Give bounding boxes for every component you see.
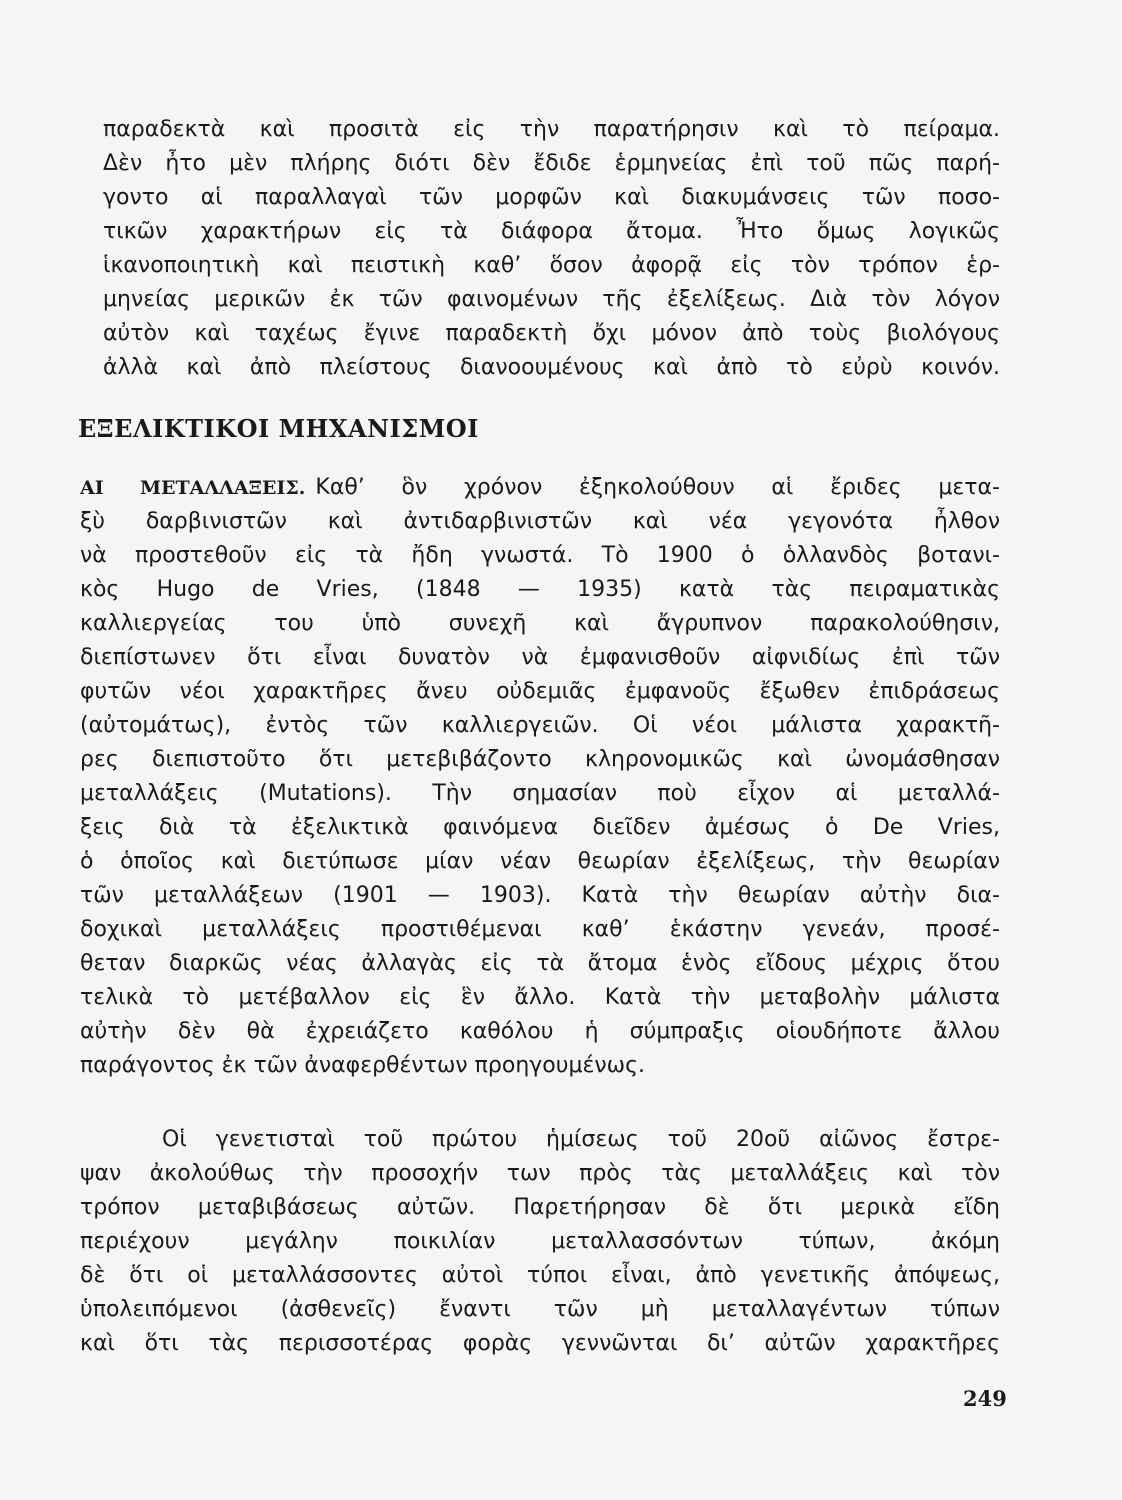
text-line: θεταν διαρκῶς νέας ἀλλαγὰς εἰς τὰ ἄτομα ἑνὸς εἴδους μέχρις ὅτου [80, 951, 1000, 976]
text-line: νὰ προστεθοῦν εἰς τὰ ἤδη γνωστά. Τὸ 1900 ὁ ὁλλανδὸς βοτανι- [80, 543, 1000, 568]
text-line: αὐτὴν δὲν θὰ ἐχρειάζετο καθόλου ἡ σύμπραξις οἱουδήποτε ἄλλου [80, 1019, 1000, 1044]
paragraph-3 [80, 1123, 1000, 1361]
text-line: ὑπολειπόμενοι (ἀσθενεῖς) ἔναντι τῶν μὴ μεταλλαγέντων τύπων [80, 1297, 1000, 1322]
text-line: γοντο αἱ παραλλαγαὶ τῶν μορφῶν καὶ διακυμάνσεις τῶν ποσο- [103, 185, 1000, 210]
text-line: καὶ ὅτι τὰς περισσοτέρας φορὰς γεννῶνται δι’ αὐτῶν χαρακτῆρες [80, 1331, 1000, 1356]
text-line: ψαν ἀκολούθως τὴν προσοχήν των πρὸς τὰς μεταλλάξεις καὶ τὸν [80, 1161, 1000, 1186]
text-line: κὸς Hugo de Vries, (1848 — 1935) κατὰ τὰς πειραματικὰς [80, 577, 1000, 602]
text-line: ξὺ δαρβινιστῶν καὶ ἀντιδαρβινιστῶν καὶ νέα γεγονότα ἦλθον [80, 509, 1000, 534]
text-line: ρες διεπιστοῦτο ὅτι μετεβιβάζοντο κληρονομικῶς καὶ ὠνομάσθησαν [80, 747, 1000, 772]
text-line: ξεις διὰ τὰ ἐξελικτικὰ φαινόμενα διεῖδεν ἀμέσως ὁ De Vries, [80, 815, 1000, 840]
text-line [80, 471, 1000, 505]
text-line: (αὐτομάτως), ἐντὸς τῶν καλλιεργειῶν. Οἱ νέοι μάλιστα χαρακτῆ- [80, 713, 1000, 738]
text-line: τῶν μεταλλάξεων (1901 — 1903). Κατὰ τὴν θεωρίαν αὐτὴν δια- [80, 883, 1000, 908]
text-line: τρόπον μεταβιβάσεως αὐτῶν. Παρετήρησαν δὲ ὅτι μερικὰ εἴδη [80, 1195, 1000, 1220]
text-line: Οἱ γενετισταὶ τοῦ πρώτου ἡμίσεως τοῦ 20οῦ αἰῶνος ἔστρε- [162, 1127, 1000, 1152]
text-line: ἱκανοποιητικὴ καὶ πειστικὴ καθ’ ὅσον ἀφορᾷ εἰς τὸν τρόπον ἑρ- [103, 253, 1000, 278]
text-line: αὐτὸν καὶ ταχέως ἔγινε παραδεκτὴ ὄχι μόνον ἀπὸ τοὺς βιολόγους [103, 321, 1000, 346]
line-text: Καθ’ ὃν χρόνον ἐξηκολούθουν αἱ ἔριδες μετα- [315, 475, 1000, 500]
text-line: Δὲν ἦτο μὲν πλήρης διότι δὲν ἔδιδε ἑρμηνείας ἐπὶ τοῦ πῶς παρή- [103, 151, 1000, 176]
text-line: ἀλλὰ καὶ ἀπὸ πλείστους διανοουμένους καὶ ἀπὸ τὸ εὐρὺ κοινόν. [103, 355, 1000, 380]
text-line: παράγοντος ἐκ τῶν ἀναφερθέντων προηγουμένως. [80, 1053, 645, 1078]
paragraph-2 [80, 471, 1000, 1083]
section-heading: ΕΞΕΛΙΚΤΙΚΟΙ ΜΗΧΑΝΙΣΜΟΙ [78, 414, 479, 443]
text-line: παραδεκτὰ καὶ προσιτὰ εἰς τὴν παρατήρησιν καὶ τὸ πείραμα. [103, 117, 1000, 142]
text-line: δὲ ὅτι οἱ μεταλλάσσοντες αὐτοὶ τύποι εἶναι, ἀπὸ γενετικῆς ἀπόψεως, [80, 1263, 1000, 1288]
text-line: διεπίστωνεν ὅτι εἶναι δυνατὸν νὰ ἐμφανισθοῦν αἰφνιδίως ἐπὶ τῶν [80, 645, 1000, 670]
text-line: τικῶν χαρακτήρων εἰς τὰ διάφορα ἄτομα. Ἦτο ὅμως λογικῶς [103, 219, 1000, 244]
text-line: καλλιεργείας του ὑπὸ συνεχῆ καὶ ἄγρυπνον παρακολούθησιν, [80, 611, 1000, 636]
text-line: τελικὰ τὸ μετέβαλλον εἰς ἓν ἄλλο. Κατὰ τὴν μεταβολὴν μάλιστα [80, 985, 1000, 1010]
subsection-heading: ΑΙ ΜΕΤΑΛΛΑΞΕΙΣ. [80, 477, 306, 499]
text-line: μηνείας μερικῶν ἐκ τῶν φαινομένων τῆς ἐξελίξεως. Διὰ τὸν λόγον [103, 287, 1000, 312]
text-line: μεταλλάξεις (Mutations). Τὴν σημασίαν ποὺ εἶχον αἱ μεταλλά- [80, 781, 1000, 806]
text-line: περιέχουν μεγάλην ποικιλίαν μεταλλασσόντων τύπων, ἀκόμη [80, 1229, 1000, 1254]
text-line: ὁ ὁποῖος καὶ διετύπωσε μίαν νέαν θεωρίαν ἐξελίξεως, τὴν θεωρίαν [80, 849, 1000, 874]
text-line: δοχικαὶ μεταλλάξεις προστιθέμεναι καθ’ ἑκάστην γενεάν, προσέ- [80, 917, 1000, 942]
text-line: φυτῶν νέοι χαρακτῆρες ἄνευ οὐδεμιᾶς ἐμφανοῦς ἔξωθεν ἐπιδράσεως [80, 679, 1000, 704]
paragraph-1 [103, 113, 1000, 385]
page-number: 249 [963, 1386, 1007, 1411]
